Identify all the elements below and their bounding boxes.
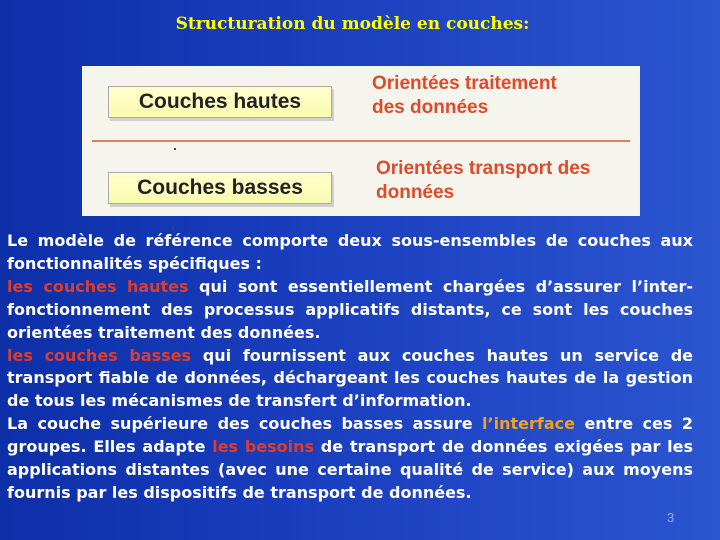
upper-layers-box: Couches hautes — [108, 86, 332, 118]
layer-divider — [92, 140, 630, 142]
lower-layers-box: Couches basses — [108, 172, 332, 204]
slide-body — [7, 230, 693, 505]
high-layers-term: les couches hautes — [7, 276, 189, 296]
upper-orientation-label — [372, 72, 557, 120]
slide-number: 3 — [667, 510, 675, 525]
interface-text-c: de transport de données exigées par les applications distantes (avec une certaine qualité de service) aux moyens fournis par les dispositifs de transport de données. — [7, 437, 694, 502]
needs-term: les besoins — [212, 437, 315, 457]
upper-orientation-line1: Orientées traitement — [372, 73, 557, 94]
slide-title: Structuration du modèle en couches: — [175, 14, 530, 34]
intro-paragraph: Le modèle de référence comporte deux sous-ensembles de couches aux fonctionnalités spécifiques : — [7, 231, 693, 273]
lower-orientation-line2: données — [376, 182, 455, 203]
high-layers-text: qui sont essentiellement chargées d’assurer l’inter-fonctionnement des processus applicatifs distants, ce sont les couches orientées traitement des données. — [7, 276, 694, 342]
interface-term: l’interface — [482, 414, 575, 434]
lower-orientation-label — [376, 157, 590, 205]
interface-text-b: entre ces 2 groupes. Elles adapte — [7, 414, 693, 457]
low-layers-term: les couches basses — [7, 345, 192, 365]
interface-paragraph — [7, 413, 693, 505]
dot-marker — [174, 148, 176, 150]
upper-orientation-line2: des données — [372, 97, 489, 118]
layers-figure — [82, 66, 640, 216]
low-layers-text: qui fournissent aux couches hautes un service de transport fiable de données, déchargeant les couches hautes de la gestion de tous les mécanismes de transfert d’information. — [7, 345, 693, 411]
low-layers-paragraph — [7, 345, 693, 414]
interface-text-a: La couche supérieure des couches basses assure — [7, 414, 483, 434]
high-layers-paragraph — [7, 276, 693, 345]
lower-orientation-line1: Orientées transport des — [376, 158, 591, 179]
